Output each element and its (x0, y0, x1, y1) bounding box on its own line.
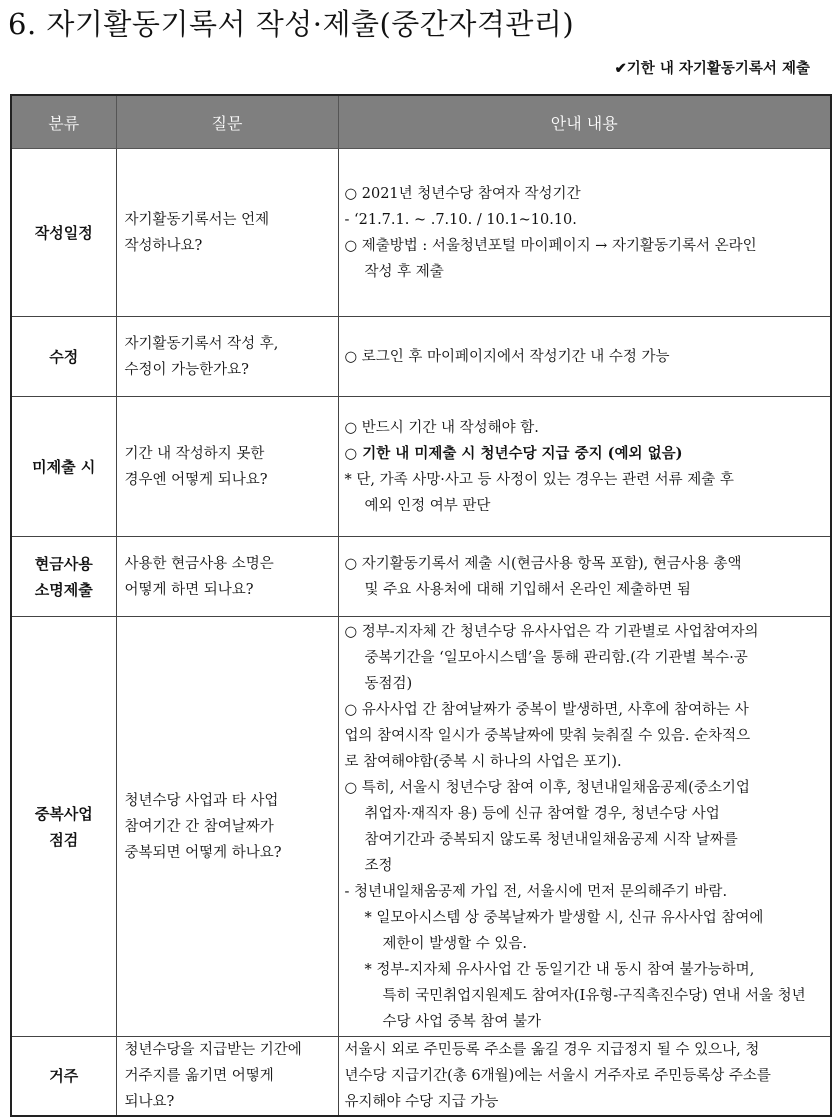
question-line: 청년수당 사업과 타 사업 (124, 792, 279, 809)
row-question (116, 397, 338, 537)
guide-line: 특히 국민취업지원제도 참여자(I유형-구직촉진수당) 연내 서울 청년 (382, 987, 806, 1004)
question-line: 어떻게 하면 되나요? (124, 581, 254, 598)
guide-line: ○ 제출방법 : 서울청년포털 마이페이지 → 자기활동기록서 온라인 (344, 237, 757, 254)
guide-line: ○ 유사사업 간 참여날짜가 중복이 발생하면, 사후에 참여하는 사 (344, 701, 749, 718)
category-line: 중복사업 (34, 804, 93, 823)
table-row (11, 317, 831, 397)
guide-line: ○ 로그인 후 마이페이지에서 작성기간 내 수정 가능 (344, 348, 670, 365)
row-question (116, 537, 338, 617)
row-category: 수정 (11, 317, 116, 397)
header-row (11, 95, 831, 149)
guide-line: ○ 반드시 기간 내 작성해야 함. (344, 419, 539, 436)
question-line: 거주지를 옮기면 어떻게 (124, 1068, 274, 1084)
faq-table (10, 94, 832, 1117)
guide-line: 업의 참여시작 일시가 중복날짜에 맞춰 늦춰질 수 있음. 순차적으 (344, 727, 751, 744)
table-row (11, 617, 831, 1037)
guide-line: ○ 정부-지자체 간 청년수당 유사사업은 각 기관별로 사업참여자의 (344, 623, 759, 640)
row-question (116, 317, 338, 397)
guide-line: 서울시 외로 주민등록 주소를 옮길 경우 지급정지 될 수 있으나, 청 (344, 1042, 760, 1058)
guide-line: 로 참여해야함(중복 시 하나의 사업은 포기). (344, 753, 622, 770)
question-line: 수정이 가능한가요? (124, 361, 249, 378)
table-row (11, 149, 831, 317)
question-line: 사용한 현금사용 소명은 (124, 555, 274, 572)
row-category (11, 537, 116, 617)
question-line: 작성하나요? (124, 237, 203, 254)
guide-line: ○ 자기활동기록서 제출 시(현금사용 항목 포함), 현금사용 총액 (344, 555, 742, 572)
question-line: 기간 내 작성하지 못한 (124, 445, 265, 462)
guide-line: 수당 사업 중복 참여 불가 (382, 1013, 542, 1030)
guide-line: 참여기간과 중복되지 않도록 청년내일채움공제 시작 날짜를 (364, 831, 738, 848)
row-guide (338, 149, 831, 317)
guide-line: * 일모아시스템 상 중복날짜가 발생할 시, 신규 유사사업 참여에 (364, 909, 764, 926)
row-guide (338, 617, 831, 1037)
row-category: 거주 (11, 1037, 116, 1117)
guide-line: 유지해야 수당 지급 가능 (344, 1094, 499, 1110)
guide-line: 동점검) (364, 675, 413, 692)
question-line: 자기활동기록서는 언제 (124, 211, 270, 228)
question-line: 자기활동기록서 작성 후, (124, 335, 279, 352)
table-row (11, 397, 831, 537)
row-category: 작성일정 (11, 149, 116, 317)
page-title: 6. 자기활동기록서 작성·제출(중간자격관리) (8, 7, 575, 41)
guide-line: - 청년내일채움공제 가입 전, 서울시에 먼저 문의해주기 바람. (344, 883, 728, 900)
header-question: 질문 (116, 95, 338, 149)
deadline-note: ✔기한 내 자기활동기록서 제출 (614, 60, 810, 77)
row-question (116, 617, 338, 1037)
header-guide: 안내 내용 (338, 95, 831, 149)
row-question (116, 149, 338, 317)
question-line: 되나요? (124, 1094, 175, 1110)
row-guide (338, 317, 831, 397)
guide-line-emphasis: ○ 기한 내 미제출 시 청년수당 지급 중지 (예외 없음) (344, 444, 683, 462)
row-category (11, 617, 116, 1037)
guide-line: * 정부-지자체 유사사업 간 동일기간 내 동시 참여 불가능하며, (364, 961, 755, 978)
category-line: 소명제출 (34, 580, 93, 599)
guide-line: ○ 2021년 청년수당 참여자 작성기간 (344, 185, 581, 202)
row-guide (338, 397, 831, 537)
question-line: 참여기간 간 참여날짜가 (124, 818, 274, 835)
guide-line: 조정 (364, 857, 393, 874)
guide-line: 및 주요 사용처에 대해 기입해서 온라인 제출하면 됨 (364, 581, 691, 598)
row-guide (338, 1037, 831, 1117)
header-category: 분류 (11, 95, 116, 149)
guide-line: 예외 인정 여부 판단 (364, 497, 491, 514)
guide-line: 작성 후 제출 (364, 263, 444, 280)
guide-line: 취업자·재직자 용) 등에 신규 참여할 경우, 청년수당 사업 (364, 805, 720, 822)
guide-line: 년수당 지급기간(총 6개월)에는 서울시 거주자로 주민등록상 주소를 (344, 1068, 771, 1084)
question-line: 경우엔 어떻게 되나요? (124, 471, 268, 488)
question-line: 중복되면 어떻게 하나요? (124, 844, 282, 861)
category-line: 현금사용 (34, 554, 93, 573)
row-question (116, 1037, 338, 1117)
guide-line: 제한이 발생할 수 있음. (382, 935, 527, 952)
category-line: 점검 (49, 830, 79, 849)
row-category: 미제출 시 (11, 397, 116, 537)
guide-line: 중복기간을 ‘일모아시스템’을 통해 관리함.(각 기관별 복수·공 (364, 649, 748, 666)
guide-line: - ‘21.7.1. ~ .7.10. / 10.1~10.10. (344, 211, 577, 228)
row-guide (338, 537, 831, 617)
guide-line: * 단, 가족 사망·사고 등 사정이 있는 경우는 관련 서류 제출 후 (344, 471, 734, 488)
guide-line: ○ 특히, 서울시 청년수당 참여 이후, 청년내일채움공제(중소기업 (344, 779, 750, 796)
table-row (11, 537, 831, 617)
table-row (11, 1037, 831, 1117)
question-line: 청년수당을 지급받는 기간에 (124, 1042, 302, 1058)
